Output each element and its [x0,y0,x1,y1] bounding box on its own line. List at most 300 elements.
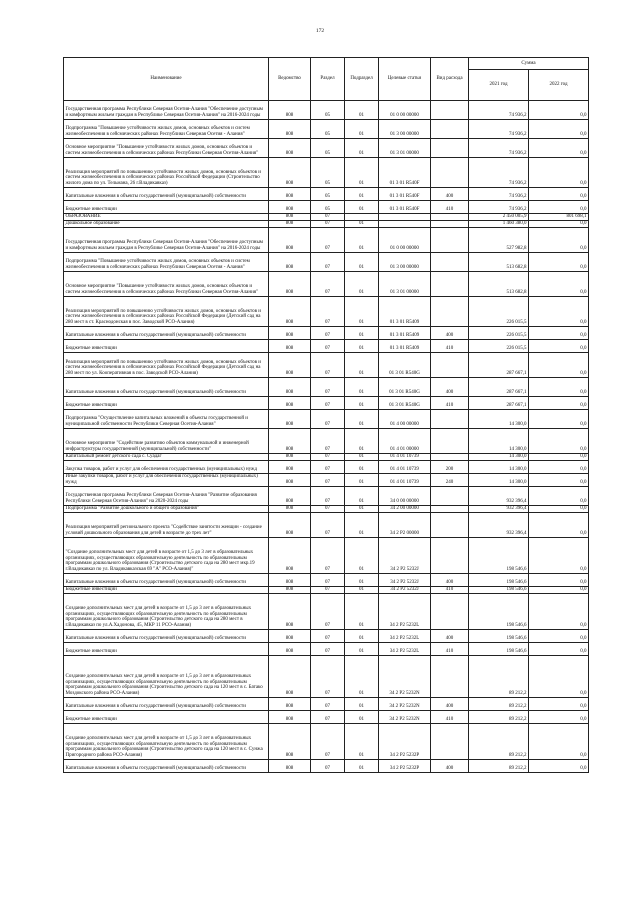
row-name: Бюджетные инвестиции [64,397,269,410]
row-sum-2021: 198 546,6 [469,538,529,574]
row-target-article: 34 2 P2 5232L [379,594,431,630]
table-row [64,139,589,158]
row-subsection: 01 [345,378,379,397]
row-sum-2022: 0,0 [529,487,589,506]
table-row [64,587,589,594]
row-sum-2021: 89 212,2 [469,711,529,724]
row-expense-type [431,120,469,139]
row-subsection: 01 [345,487,379,506]
row-name: Создание дополнительных мест для детей в возрасте от 1,5 до 3 лет в образовательных организациях, осуществляющих образовательную деятельность по образовательным программам дошкольного образования (Строительство детского сада на 280 мест в г.Владикавказ по ул.А.Хадонова, 45, МКР 11 РСО-Алания) [64,594,269,630]
row-expense-type [431,594,469,630]
row-name: Капитальные вложения в объекты государственной (муниципальной) собственности [64,378,269,397]
row-name: Дошкольное образование [64,221,269,228]
row-sum-2021: 198 546,6 [469,594,529,630]
row-name: Подпрограмма "Повышение устойчивости жилых домов, основных объектов и систем жизнеобеспечения в сейсмических районах Республики Северная Осетия - Алания" [64,253,269,272]
row-sum-2021: 14 300,0 [469,429,529,454]
row-subsection: 01 [345,474,379,487]
table-row [64,429,589,454]
row-expense-type: 410 [431,340,469,353]
row-sum-2022: 0,0 [529,120,589,139]
header-year-2022: 2022 год [529,70,589,101]
row-sum-2021: 74 936,2 [469,201,529,214]
row-sum-2021: 932 396,4 [469,506,529,513]
row-target-article: 01 3 01 00000 [379,139,431,158]
row-sum-2022: 0,0 [529,461,589,474]
table-row [64,461,589,474]
row-name: Подпрограмма "Повышение устойчивости жилых домов, основных объектов и систем жизнеобеспечения в сейсмических районах Республики Северная Осетия - Алания" [64,120,269,139]
row-expense-type [431,253,469,272]
table-row [64,538,589,574]
row-name: "Создание дополнительных мест для детей в возрасте от 1,5 до 3 лет в образовательных организациях, осуществляющих образовательную деятельность по образовательным программам дошкольного образования (Строительство детского сада на 280 мест мкр.19 г.Владикавказ по ул. Владикавказская 69 "А" РСО-Алания)" [64,538,269,574]
row-target-article: 01 3 01 R540F [379,201,431,214]
row-subsection: 01 [345,594,379,630]
row-target-article: 34 2 P2 5232N [379,698,431,711]
row-subsection: 01 [345,120,379,139]
row-name: Реализация мероприятий по повышению устойчивости жилых домов, основных объектов и систем жизнеобеспечения в сейсмических районах Российской Федерации (Строительство жилого дома по ул. Тельмана, 26 г.Владикавказ) [64,158,269,188]
table-row [64,711,589,724]
row-name: Государственная программа Республики Северная Осетия-Алания "Развитие образования Республики Северная Осетия-Алания" на 2020-2024 годы [64,487,269,506]
row-subsection: 01 [345,397,379,410]
row-subsection: 01 [345,454,379,461]
row-subsection: 01 [345,461,379,474]
row-sum-2021: 513 682,8 [469,253,529,272]
row-subsection: 01 [345,272,379,297]
row-sum-2022: 0,0 [529,429,589,454]
row-section: 07 [311,711,345,724]
row-name: Создание дополнительных мест для детей в возрасте от 1,5 до 3 лет в образовательных организациях, осуществляющих образовательную деятельность по образовательным программам дошкольного образования (Строительство детского сада на 120 мест в с. Батако Моздокского района РСО-Алания) [64,656,269,698]
row-department: 808 [269,587,311,594]
row-expense-type [431,487,469,506]
row-target-article: 34 0 00 00000 [379,487,431,506]
row-department: 808 [269,513,311,538]
row-department: 808 [269,410,311,429]
row-subsection: 01 [345,429,379,454]
row-subsection: 01 [345,538,379,574]
row-department: 808 [269,327,311,340]
row-subsection: 01 [345,506,379,513]
row-sum-2021: 89 212,2 [469,698,529,711]
page-number: 172 [315,28,325,34]
row-expense-type [431,353,469,378]
row-sum-2022: 0,0 [529,587,589,594]
row-section: 07 [311,513,345,538]
table-row [64,724,589,760]
row-section: 05 [311,139,345,158]
row-name: Бюджетные инвестиции [64,201,269,214]
row-subsection: 01 [345,297,379,327]
row-name: Бюджетные инвестиции [64,643,269,656]
row-target-article: 34 2 P2 5232J [379,538,431,574]
row-subsection: 01 [345,643,379,656]
row-department: 808 [269,760,311,773]
row-sum-2021: 513 682,8 [469,272,529,297]
row-name: Закупка товаров, работ и услуг для обеспечения государственных (муниципальных) нужд [64,461,269,474]
row-sum-2022: 0,0 [529,760,589,773]
row-subsection: 01 [345,353,379,378]
header-section: Раздел [311,58,345,101]
row-target-article: 34 2 P2 5232J [379,587,431,594]
row-department: 808 [269,643,311,656]
row-subsection: 01 [345,760,379,773]
table-row [64,158,589,188]
table-row [64,253,589,272]
row-target-article: 01 4 01 10739 [379,461,431,474]
row-name: Подпрограмма "Развитие дошкольного и общего образования" [64,506,269,513]
header-department: Ведомство [269,58,311,101]
row-department: 808 [269,698,311,711]
row-expense-type [431,506,469,513]
row-department: 808 [269,461,311,474]
table-row [64,760,589,773]
table-row [64,297,589,327]
row-department: 808 [269,158,311,188]
row-section: 07 [311,253,345,272]
row-section: 05 [311,188,345,201]
row-department: 808 [269,429,311,454]
table-row [64,353,589,378]
row-department: 808 [269,656,311,698]
table-row [64,228,589,253]
row-section: 07 [311,454,345,461]
row-sum-2022: 0,0 [529,378,589,397]
row-expense-type [431,429,469,454]
row-sum-2021: 14 300,0 [469,410,529,429]
row-section: 07 [311,587,345,594]
row-section: 07 [311,760,345,773]
row-sum-2022: 0,0 [529,327,589,340]
row-target-article: 01 3 00 00000 [379,253,431,272]
table-row [64,378,589,397]
row-section: 07 [311,228,345,253]
row-subsection: 01 [345,101,379,120]
row-department: 808 [269,272,311,297]
row-subsection: 01 [345,228,379,253]
header-expense-type: Вид расхода [431,58,469,101]
row-section: 07 [311,272,345,297]
row-section: 07 [311,474,345,487]
row-section: 07 [311,378,345,397]
table-row [64,656,589,698]
table-row [64,340,589,353]
row-target-article: 01 3 01 R540F [379,188,431,201]
row-department: 808 [269,297,311,327]
row-department: 808 [269,574,311,587]
row-section: 07 [311,506,345,513]
row-sum-2022: 0,0 [529,221,589,228]
row-expense-type [431,454,469,461]
table-row [64,643,589,656]
row-sum-2021: 527 982,8 [469,228,529,253]
row-subsection: 01 [345,188,379,201]
row-name: Создание дополнительных мест для детей в возрасте от 1,5 до 3 лет в образовательных организациях, осуществляющих образовательную деятельность по образовательным программам дошкольного образования (Строительство детского сада на 120 мест в с. Сунжа Пригородного района РСО-Алания) [64,724,269,760]
row-name: ОБРАЗОВАНИЕ [64,214,269,221]
row-expense-type: 410 [431,587,469,594]
row-target-article: 01 3 01 R540G [379,397,431,410]
row-section: 07 [311,724,345,760]
table-row [64,513,589,538]
row-sum-2021: 89 212,2 [469,724,529,760]
row-sum-2022: 0,0 [529,474,589,487]
row-sum-2022: 0,0 [529,711,589,724]
row-sum-2022: 0,0 [529,656,589,698]
row-section: 07 [311,327,345,340]
row-section: 07 [311,353,345,378]
row-sum-2021: 198 546,6 [469,643,529,656]
row-subsection: 01 [345,327,379,340]
row-sum-2022: 801 698,1 [529,214,589,221]
row-sum-2021: 932 396,4 [469,487,529,506]
row-sum-2021: 198 546,6 [469,630,529,643]
table-row [64,201,589,214]
row-target-article: 34 2 P2 5232J [379,574,431,587]
row-expense-type [431,724,469,760]
row-expense-type: 200 [431,461,469,474]
row-subsection: 01 [345,158,379,188]
row-sum-2022: 0,0 [529,506,589,513]
row-target-article: 34 2 00 00000 [379,506,431,513]
row-section: 07 [311,297,345,327]
row-target-article: 01 3 00 00000 [379,120,431,139]
row-target-article: 01 3 01 00000 [379,272,431,297]
row-subsection: 01 [345,139,379,158]
row-expense-type: 400 [431,760,469,773]
row-target-article: 01 3 01 R5409 [379,297,431,327]
row-expense-type: 400 [431,327,469,340]
row-sum-2022: 0,0 [529,454,589,461]
row-department: 808 [269,201,311,214]
row-subsection: 01 [345,513,379,538]
row-target-article: 34 2 P2 5232P [379,724,431,760]
table-row [64,221,589,228]
row-section: 07 [311,594,345,630]
row-expense-type: 410 [431,397,469,410]
row-section: 07 [311,538,345,574]
row-section: 07 [311,397,345,410]
row-department: 808 [269,139,311,158]
row-section: 05 [311,201,345,214]
row-sum-2021: 89 212,2 [469,656,529,698]
row-expense-type [431,221,469,228]
row-sum-2022: 0,0 [529,594,589,630]
row-expense-type: 400 [431,574,469,587]
row-department: 808 [269,454,311,461]
row-target-article: 01 3 01 R5409 [379,327,431,340]
table-row [64,474,589,487]
header-sum: Сумма [469,58,589,70]
row-target-article: 01 0 00 00000 [379,228,431,253]
row-subsection: 01 [345,221,379,228]
row-subsection: 01 [345,574,379,587]
row-department: 808 [269,506,311,513]
row-expense-type: 400 [431,188,469,201]
row-expense-type: 410 [431,711,469,724]
row-name: Бюджетные инвестиции [64,340,269,353]
row-sum-2022: 0,0 [529,228,589,253]
row-target-article: 01 4 00 00000 [379,410,431,429]
row-subsection: 01 [345,410,379,429]
row-department: 808 [269,353,311,378]
row-name: Капитальный ремонт детского сада с. Суадаг [64,454,269,461]
row-department: 808 [269,397,311,410]
row-name: Капитальные вложения в объекты государственной (муниципальной) собственности [64,188,269,201]
table-row [64,454,589,461]
row-sum-2022: 0,0 [529,397,589,410]
row-target-article: 01 3 01 R540F [379,158,431,188]
row-sum-2021: 14 300,0 [469,474,529,487]
row-name: Капитальные вложения в объекты государственной (муниципальной) собственности [64,698,269,711]
row-subsection: 01 [345,656,379,698]
row-sum-2021: 226 015,5 [469,327,529,340]
row-subsection: 01 [345,711,379,724]
row-department: 808 [269,487,311,506]
row-department: 808 [269,630,311,643]
row-expense-type [431,538,469,574]
row-name: Иные закупки товаров, работ и услуг для обеспечения государственных (муниципальных) нужд [64,474,269,487]
row-section: 07 [311,487,345,506]
row-name: Государственная программа Республики Северная Осетия-Алания "Обеспечение доступным и комфортным жильем граждан в Республике Северная Осетия-Алания" на 2016-2024 годы [64,101,269,120]
row-name: Бюджетные инвестиции [64,587,269,594]
row-expense-type [431,139,469,158]
row-subsection: 01 [345,340,379,353]
row-department: 808 [269,120,311,139]
row-target-article: 01 4 01 10739 [379,454,431,461]
row-sum-2022: 0,0 [529,101,589,120]
row-department: 808 [269,538,311,574]
row-expense-type [431,656,469,698]
row-sum-2021: 287 667,1 [469,378,529,397]
row-department: 808 [269,253,311,272]
row-target-article: 34 2 P2 5232L [379,630,431,643]
row-sum-2022: 0,0 [529,353,589,378]
row-section: 07 [311,630,345,643]
row-department: 808 [269,188,311,201]
row-sum-2022: 0,0 [529,630,589,643]
row-subsection: 01 [345,630,379,643]
row-sum-2022: 0,0 [529,340,589,353]
row-sum-2021: 226 015,5 [469,297,529,327]
row-subsection: 01 [345,724,379,760]
row-section: 07 [311,429,345,454]
row-expense-type: 410 [431,201,469,214]
header-subsection: Подраздел [345,58,379,101]
row-expense-type [431,158,469,188]
row-department: 808 [269,101,311,120]
row-section: 07 [311,340,345,353]
table-row [64,101,589,120]
row-sum-2022: 0,0 [529,643,589,656]
row-expense-type: 410 [431,643,469,656]
row-name: Реализация мероприятий по повышению устойчивости жилых домов, основных объектов и систем жизнеобеспечения в сейсмических районах Российской Федерации (Детский сад на 280 мест по ул. Кооперативная в пос. Заводской РСО-Алания) [64,353,269,378]
row-expense-type: 400 [431,698,469,711]
row-sum-2022: 0,0 [529,297,589,327]
row-sum-2021: 287 667,1 [469,397,529,410]
row-section: 07 [311,698,345,711]
row-section: 07 [311,461,345,474]
row-sum-2022: 0,0 [529,410,589,429]
row-section: 05 [311,158,345,188]
row-department: 808 [269,594,311,630]
row-name: Капитальные вложения в объекты государственной (муниципальной) собственности [64,574,269,587]
row-sum-2021: 1 460 380,0 [469,221,529,228]
row-sum-2021: 226 015,5 [469,340,529,353]
header-name: Наименование [64,58,269,101]
row-section: 07 [311,656,345,698]
row-target-article: 34 2 P2 5232N [379,656,431,698]
row-sum-2021: 2 450 005,9 [469,214,529,221]
row-sum-2022: 0,0 [529,158,589,188]
row-section: 07 [311,221,345,228]
row-name: Реализация мероприятий регионального проекта "Содействие занятости женщин - создание условий дошкольного образования для детей в возрасте до трех лет" [64,513,269,538]
row-sum-2021: 74 936,2 [469,139,529,158]
row-expense-type [431,513,469,538]
row-name: Реализация мероприятий по повышению устойчивости жилых домов, основных объектов и систем жизнеобеспечения в сейсмических районах Российской Федерации (Детский сад на 280 мест в ст. Краснодонская в пос. Заводской РСО-Алания) [64,297,269,327]
table-row [64,506,589,513]
row-sum-2022: 0,0 [529,724,589,760]
row-target-article: 01 3 01 R5409 [379,340,431,353]
row-name: Бюджетные инвестиции [64,711,269,724]
table-row [64,397,589,410]
table-row [64,698,589,711]
row-section: 05 [311,101,345,120]
row-sum-2022: 0,0 [529,538,589,574]
row-expense-type [431,101,469,120]
row-subsection: 01 [345,201,379,214]
row-target-article: 34 2 P2 5232L [379,643,431,656]
row-sum-2021: 74 936,2 [469,101,529,120]
row-subsection: 01 [345,587,379,594]
row-section: 05 [311,120,345,139]
budget-table [63,57,589,773]
row-department: 808 [269,724,311,760]
row-sum-2022: 0,0 [529,139,589,158]
row-sum-2021: 74 936,2 [469,158,529,188]
row-expense-type: 400 [431,378,469,397]
row-section: 07 [311,410,345,429]
row-subsection: 01 [345,253,379,272]
row-sum-2022: 0,0 [529,272,589,297]
row-target-article: 01 3 01 R540G [379,353,431,378]
row-department: 808 [269,214,311,221]
row-expense-type: 240 [431,474,469,487]
row-name: Основное мероприятие "Повышение устойчивости жилых домов, основных объектов и систем жизнеобеспечения в сейсмических районах Республики Северная Осетия-Алания" [64,139,269,158]
row-section: 07 [311,214,345,221]
row-section: 07 [311,574,345,587]
row-sum-2021: 14 300,0 [469,454,529,461]
table-body [64,101,589,773]
row-target-article: 01 3 01 R540G [379,378,431,397]
row-target-article: 01 4 01 00000 [379,429,431,454]
table-row [64,214,589,221]
table-row [64,120,589,139]
row-sum-2022: 0,0 [529,253,589,272]
row-section: 07 [311,643,345,656]
row-target-article [379,221,431,228]
row-expense-type: 400 [431,630,469,643]
row-target-article: 34 2 P2 5232N [379,711,431,724]
table-row [64,327,589,340]
table-row [64,594,589,630]
row-department: 808 [269,221,311,228]
row-sum-2021: 198 546,6 [469,587,529,594]
table-row [64,410,589,429]
table-row [64,574,589,587]
row-sum-2022: 0,0 [529,201,589,214]
row-subsection: 01 [345,698,379,711]
row-name: Подпрограмма "Осуществление капитальных вложений в объекты государственной и муниципальной собственности Республики Северная Осетия-Алания" [64,410,269,429]
row-name: Основное мероприятие "Содействие развитию объектов коммунальной и инженерной инфраструктуры государственной (муниципальной) собственности" [64,429,269,454]
row-department: 808 [269,711,311,724]
row-sum-2021: 74 936,2 [469,188,529,201]
